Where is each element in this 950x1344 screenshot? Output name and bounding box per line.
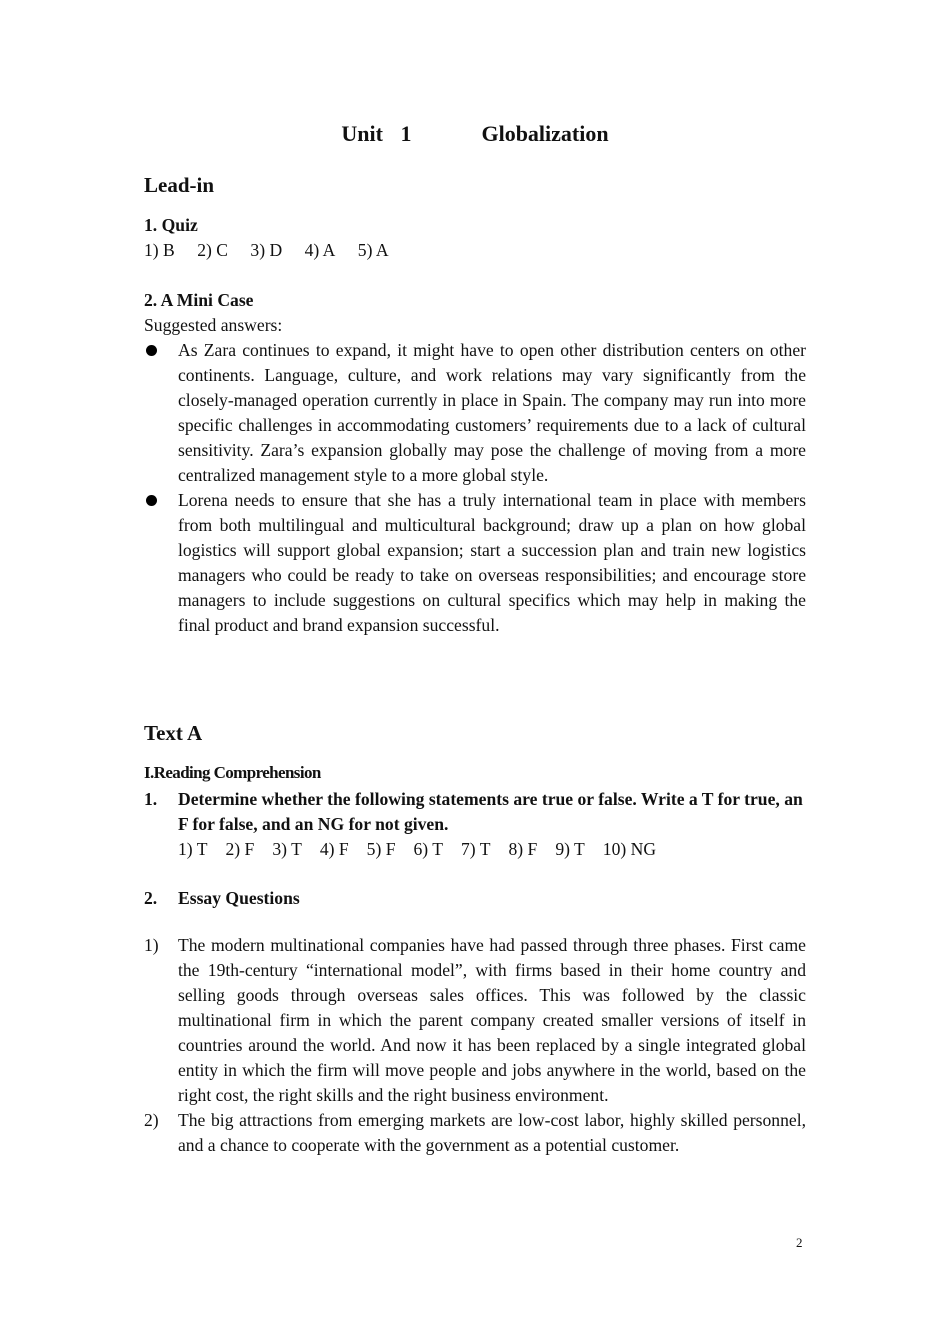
item-text: The big attractions from emerging markets are low-cost labor, highly skilled personnel, and a chance to cooperate with the government as a potential customer.: [178, 1110, 806, 1155]
tf-answer: 8) F: [508, 839, 538, 859]
item-number: 1): [144, 935, 159, 955]
list-item: [144, 1108, 806, 1158]
bullet-icon: [146, 495, 157, 506]
quiz-answer: 2) C: [197, 240, 228, 260]
quiz-answer: 4) A: [304, 240, 336, 260]
page-title: Unit 1 Globalization: [341, 121, 609, 146]
reading-comprehension-heading: I.Reading Comprehension: [144, 763, 321, 782]
mini-case-intro: Suggested answers:: [144, 315, 283, 335]
section-heading-text-a: Text A: [144, 721, 203, 745]
tf-answer: 5) F: [366, 839, 396, 859]
tf-answer: 2) F: [225, 839, 255, 859]
tf-answer: 3) T: [272, 839, 302, 859]
list-item: Lorena needs to ensure that she has a truly international team in place with members from both multilingual and multicultural background; draw up a plan on how global logistics will support global expansion; start a succession plan and train new logistics managers who could be ready to take on overseas responsibilities; and encourage store managers to include suggestions on cultural specifics which may help in making the final product and brand expansion successful.: [144, 488, 806, 638]
quiz-answers: [144, 238, 407, 263]
list-item: As Zara continues to expand, it might have to open other distribution centers on other continents. Language, culture, and work relations may vary significantly from the closely-managed operation currently in place in Spain. The company may run into more specific challenges in accommodating customers’ requirements due to a lack of cultural sensitivity. Zara’s expansion globally may pose the challenge of moving from a more centralized management style to a more global style.: [144, 338, 806, 488]
reading-question-2: [144, 886, 806, 911]
mini-case-heading: 2. A Mini Case: [144, 290, 254, 310]
tf-answer: 7) T: [460, 839, 491, 859]
list-item: [144, 886, 806, 911]
tf-answer: 10) NG: [602, 839, 657, 859]
list-item: [144, 933, 806, 1108]
tf-answers: [144, 837, 806, 862]
quiz-heading: 1. Quiz: [144, 215, 198, 235]
essay-questions-heading: Essay Questions: [178, 888, 300, 908]
tf-answer: 4) F: [319, 839, 349, 859]
quiz-answer: 1) B: [144, 240, 175, 260]
reading-question-1: [144, 787, 806, 862]
bullet-icon: [146, 345, 157, 356]
question-number: 1.: [144, 789, 158, 809]
tf-answer: 1) T: [178, 839, 208, 859]
item-number: 2): [144, 1110, 159, 1130]
essay-answers: [144, 933, 806, 1158]
question-instruction: Determine whether the following statements are true or false. Write a T for true, an F for false, and an NG for not given.: [178, 789, 803, 834]
quiz-answer: 5) A: [357, 240, 389, 260]
section-heading-lead-in: Lead-in: [144, 173, 215, 197]
tf-answer: 6) T: [413, 839, 443, 859]
list-item: [144, 787, 806, 837]
question-number: 2.: [144, 888, 158, 908]
page-number: 2: [796, 1235, 803, 1250]
quiz-answer: 3) D: [250, 240, 283, 260]
item-text: The modern multinational companies have had passed through three phases. First came the 19th-century “international model”, with firms based in their home country and selling goods through overseas sales offices. This was followed by the classic multinational firm in which the parent company created smaller versions of itself in countries around the world. And now it has been replaced by a single integrated global entity in which the firm will move people and jobs anywhere in the world, based on the right cost, the right skills and the right business environment.: [178, 935, 806, 1105]
tf-answer: 9) T: [555, 839, 585, 859]
mini-case-bullets: [144, 338, 806, 638]
